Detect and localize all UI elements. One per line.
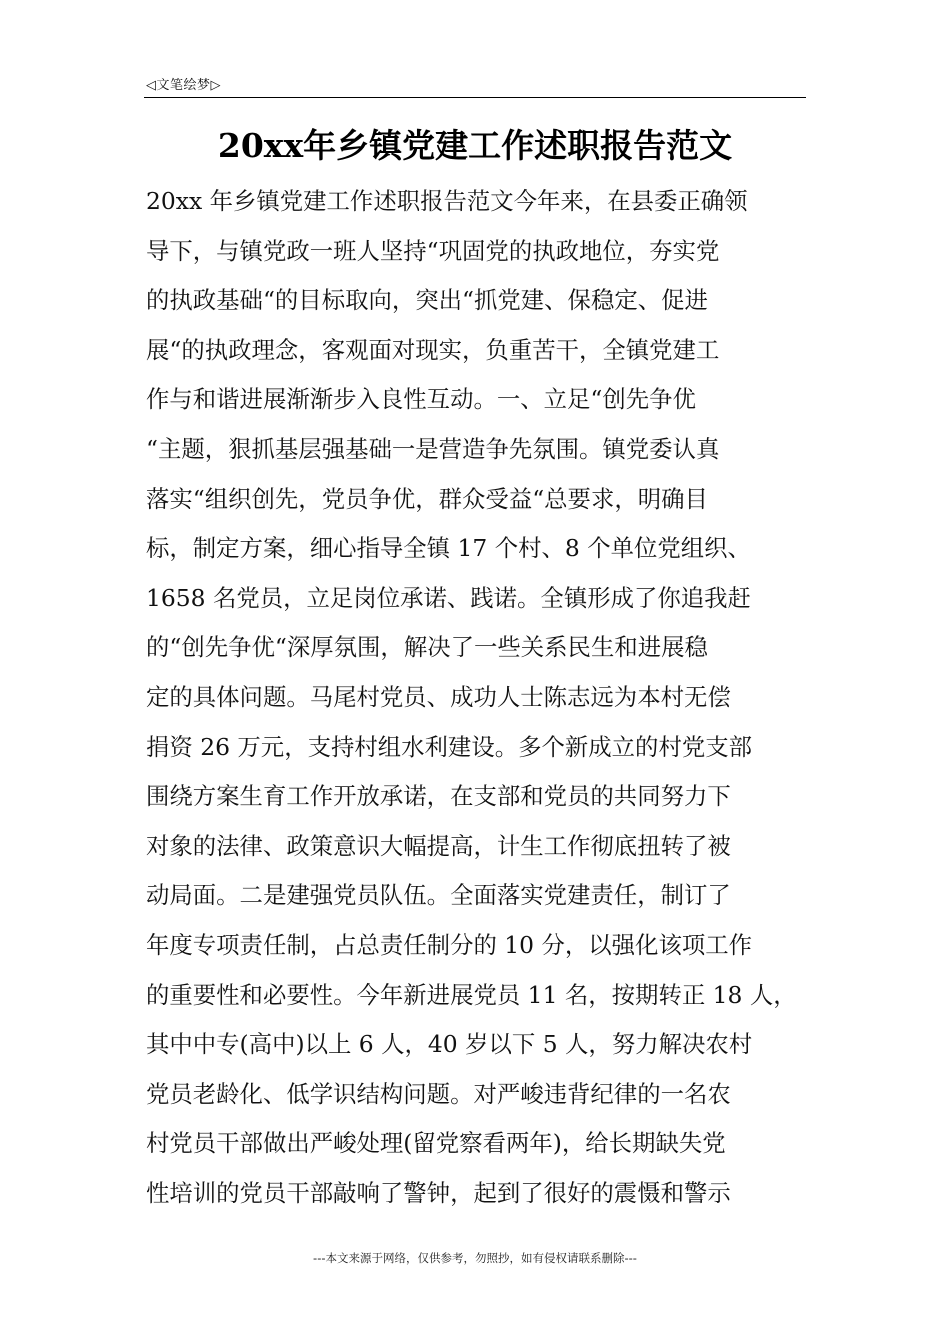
body-line: 作与和谐进展渐渐步入良性互动。一、立足“创先争优 — [146, 385, 696, 414]
document-body — [146, 177, 818, 1218]
body-line: 党员老龄化、低学识结构问题。对严峻违背纪律的一名农 — [146, 1079, 731, 1108]
body-line: 的“创先争优“深厚氛围，解决了一些关系民生和进展稳 — [146, 633, 708, 662]
body-line: 标，制定方案，细心指导全镇 17 个村、8 个单位党组织、 — [146, 534, 751, 563]
body-line: 的重要性和必要性。今年新进展党员 11 名，按期转正 18 人， — [146, 980, 797, 1009]
body-line: 动局面。二是建强党员队伍。全面落实党建责任，制订了 — [146, 881, 731, 910]
body-line: 定的具体问题。马尾村党员、成功人士陈志远为本村无偿 — [146, 682, 731, 711]
body-line: 性培训的党员干部敲响了警钟，起到了很好的震慑和警示 — [146, 1178, 731, 1207]
body-line: 村党员干部做出严峻处理(留党察看两年)，给长期缺失党 — [146, 1129, 726, 1158]
body-line: 捐资 26 万元，支持村组水利建设。多个新成立的村党支部 — [146, 732, 753, 761]
body-line: 对象的法律、政策意识大幅提高，计生工作彻底扭转了被 — [146, 831, 731, 860]
header-watermark: ◁文笔绘梦▷ — [146, 78, 221, 93]
body-line: “主题，狠抓基层强基础一是营造争先氛围。镇党委认真 — [146, 434, 720, 463]
body-line: 围绕方案生育工作开放承诺，在支部和党员的共同努力下 — [146, 782, 731, 811]
body-line: 展“的执政理念，客观面对现实，负重苦干，全镇党建工 — [146, 335, 720, 364]
document-title: 20xx年乡镇党建工作述职报告范文 — [217, 126, 733, 165]
body-line: 1658 名党员，立足岗位承诺、践诺。全镇形成了你追我赶 — [146, 583, 751, 612]
header-divider — [144, 97, 806, 98]
body-line: 落实“组织创先，党员争优，群众受益“总要求，明确目 — [146, 484, 708, 513]
body-line: 其中中专(高中)以上 6 人，40 岁以下 5 人，努力解决农村 — [146, 1030, 753, 1059]
body-line: 的执政基础“的目标取向，突出“抓党建、保稳定、促进 — [146, 286, 708, 315]
body-line: 导下，与镇党政一班人坚持“巩固党的执政地位，夯实党 — [146, 236, 720, 265]
footer-disclaimer: ---本文来源于网络，仅供参考，勿照抄，如有侵权请联系删除--- — [313, 1251, 637, 1265]
body-line: 20xx 年乡镇党建工作述职报告范文今年来，在县委正确领 — [146, 187, 748, 215]
body-line: 年度专项责任制，占总责任制分的 10 分，以强化该项工作 — [146, 930, 753, 959]
